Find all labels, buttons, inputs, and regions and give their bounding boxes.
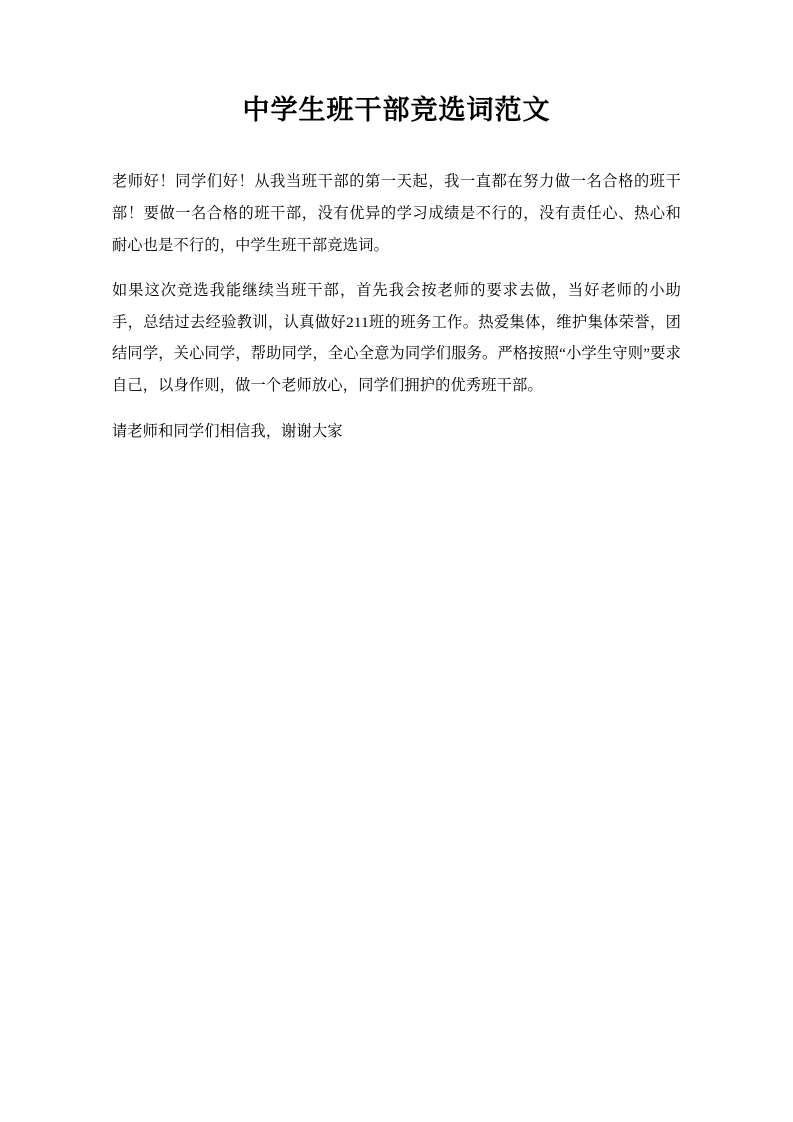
paragraph-3: 请老师和同学们相信我，谢谢大家 bbox=[112, 422, 343, 440]
document-body bbox=[112, 166, 681, 447]
paragraph-1: 老师好！同学们好！从我当班干部的第一天起，我一直都在努力做一名合格的班干部！要做一名合格的班干部，没有优异的学习成绩是不行的，没有责任心、热心和耐心也是不行的，中学生班干部竞选词。 bbox=[112, 173, 681, 254]
page-title: 中学生班干部竞选词范文 bbox=[242, 95, 551, 125]
paragraph-2: 如果这次竞选我能继续当班干部，首先我会按老师的要求去做，当好老师的小助手，总结过去经验教训，认真做好211班的班务工作。热爱集体，维护集体荣誉，团结同学，关心同学，帮助同学，全心全意为同学们服务。严格按照“小学生守则”要求自己，以身作则，做一个老师放心，同学们拥护的优秀班干部。 bbox=[112, 282, 681, 395]
